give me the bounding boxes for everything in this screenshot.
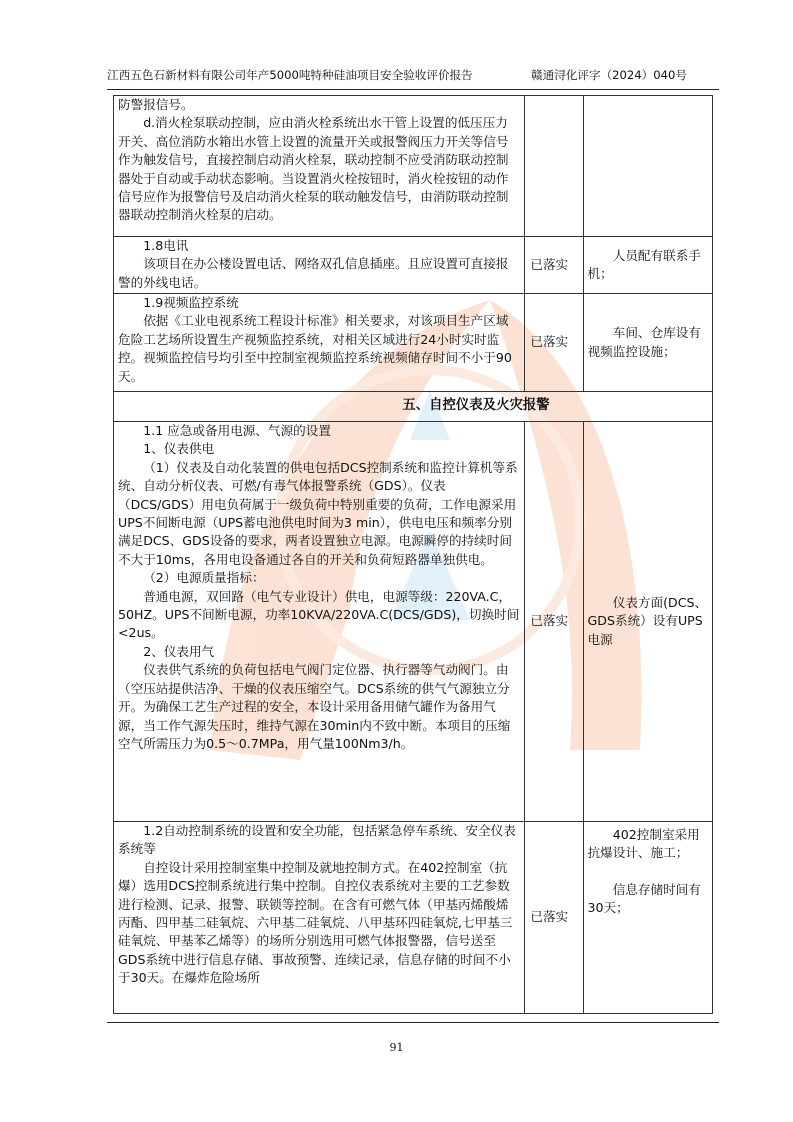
content-heading: 1.8电讯 [143, 238, 189, 253]
content-line: 该项目在办公楼设置电话、网络双孔信息插座。且应设置可直接报警的外线电话。 [118, 256, 509, 290]
header-report-title: 江西五色石新材料有限公司年产5000吨特种硅油项目安全验收评价报告 [107, 68, 473, 82]
content-line: 普通电源，双回路（电气专业设计）供电，电源等级：220VA.C，50HZ。UPS不间断电源，功率10KVA/220VA.C(DCS/GDS)，切换时间<2us。 [118, 588, 520, 641]
note-cell [583, 237, 712, 294]
content-line: 防警报信号。 [118, 97, 194, 112]
footer-rule [107, 1022, 719, 1023]
header-report-number: 赣通浔化评字（2024）040号 [531, 68, 687, 82]
content-line: （2）电源质量指标： [143, 570, 265, 586]
content-heading: 1、仪表供电 [143, 441, 215, 457]
table-row [114, 822, 713, 1014]
content-line: d.消火栓泵联动控制，应由消火栓系统出水干管上设置的低压压力开关、高位消防水箱出水管上设置的流量开关或报警阀压力开关等信号作为触发信号，直接控制启动消火栓泵，联动控制不应受消防联动控制器处于自动或手动状态影响。当设置消火栓按钮时，消火栓按钮的动作信号应作为报警信号及启动消火栓泵的联动触发信号，由消防联动控制器联动控制消火栓泵的启动。 [118, 115, 509, 223]
header-rule [107, 89, 719, 90]
note-cell [583, 822, 712, 1014]
content-cell [114, 96, 525, 237]
content-cell [114, 822, 525, 1014]
content-cell [114, 294, 525, 392]
note-text: 人员配有联系手机； [587, 247, 701, 281]
status-cell: 已落实 [525, 422, 583, 822]
content-cell [114, 237, 525, 294]
section-title: 五、自控仪表及火灾报警 [114, 392, 713, 422]
table-row [114, 237, 713, 294]
note-text: 信息存储时间有30天； [587, 881, 701, 916]
note-text: 仪表方面(DCS、GDS系统）设有UPS电源 [587, 594, 708, 647]
content-line: 依据《工业电视系统工程设计标准》相关要求，对该项目生产区域危险工艺场所设置生产视频监控系统，对相关区域进行24小时实时监控。视频监控信号均引至中控制室视频监控系统视频储存时间不小于90天。 [118, 313, 512, 384]
note-cell [583, 294, 712, 392]
status-cell: 已落实 [525, 237, 583, 294]
status-cell: 已落实 [525, 822, 583, 1014]
status-cell [525, 96, 583, 237]
note-text: 402控制室采用抗爆设计、施工； [587, 827, 700, 861]
table-row [114, 294, 713, 392]
status-cell: 已落实 [525, 294, 583, 392]
table-row [114, 422, 713, 822]
content-heading: 1.2自动控制系统的设置和安全功能，包括紧急停车系统、安全仪表系统等 [118, 823, 516, 857]
page-number: 91 [389, 1041, 404, 1054]
content-cell [114, 422, 525, 822]
table-row [114, 96, 713, 237]
note-cell [583, 422, 712, 822]
section-row [114, 392, 713, 422]
content-line: 仪表供气系统的负荷包括电气阀门定位器、执行器等气动阀门。由（空压站提供洁净、干燥的仪表压缩空气。DCS系统的供气气源独立分开。为确保工艺生产过程的安全，本设计采用备用储气罐作为备用气源，当工作气源失压时，维持气源在30min内不致中断。本项目的压缩空气所需压力为0.5～0.7MPa，用气量100Nm3/h。 [118, 662, 511, 751]
content-heading: 1.1 应急或备用电源、气源的设置 [143, 423, 331, 438]
content-line: （1）仪表及自动化装置的供电包括DCS控制系统和监控计算机等系统、自动分析仪表、可燃/有毒气体报警系统（GDS）。仪表（DCS/GDS）用电负荷属于一级负荷中特别重要的负荷，工作电源采用UPS不间断电源（UPS蓄电池供电时间为3 min），供电电压和频率分别满足DCS、GDS设备的要求，两者设置独立电源。电源瞬停的持续时间不大于10ms，各用电设备通过各自的开关和负荷短路器单独供电。 [118, 459, 518, 567]
content-heading: 1.9视频监控系统 [143, 295, 239, 310]
content-line: 自控设计采用控制室集中控制及就地控制方式。在402控制室（抗爆）选用DCS控制系统进行集中控制。自控仪表系统对主要的工艺参数进行检测、记录、报警、联锁等控制。在含有可燃气体（甲基丙烯酸烯丙酯、四甲基二硅氧烷、六甲基二硅氧烷、八甲基环四硅氧烷,七甲基三硅氧烷、甲基苯乙烯等）的场所分别选用可燃气体报警器，信号送至GDS系统中进行信息存储、事故预警、连续记录，信息存储的时间不小于30天。在爆炸危险场所 [118, 859, 513, 986]
note-text: 车间、仓库设有视频监控设施； [587, 325, 701, 359]
checklist-table [113, 95, 713, 1014]
content-heading: 2、仪表用气 [143, 643, 215, 659]
note-cell [583, 96, 712, 237]
page-header [107, 64, 719, 86]
